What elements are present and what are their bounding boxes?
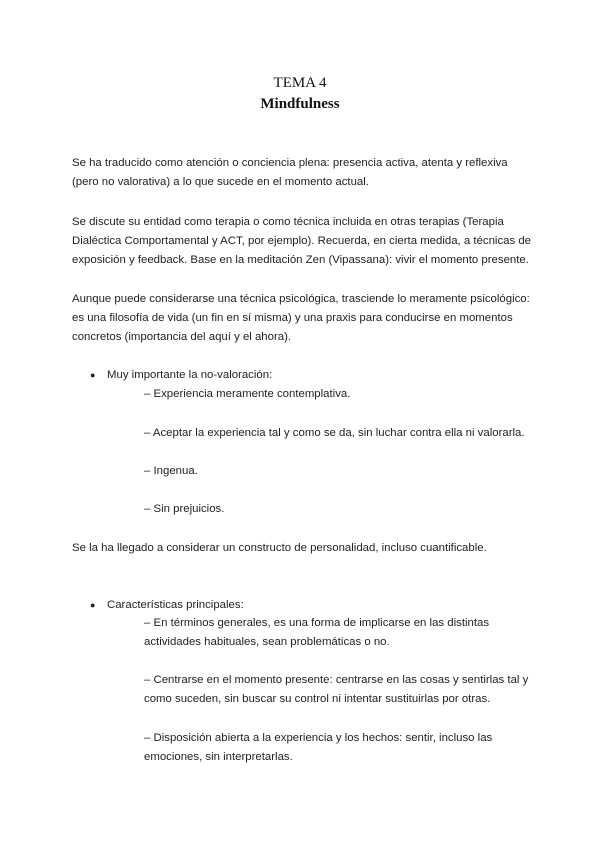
bullet-heading-no-valoracion: Muy importante la no-valoración:	[107, 369, 273, 381]
page-title: Mindfulness	[260, 96, 340, 112]
bullet-icon: ●	[90, 600, 96, 610]
topic-number: TEMA 4	[273, 75, 327, 91]
paragraph-philosophy: Aunque puede considerarse una técnica psicológica, trasciende lo meramente psicológico: es una filosofía de vida (un fin en sí misma) y una praxis para conducirse en momentos concretos (importancia del aquí y el ahora).	[72, 293, 530, 343]
sub-item: – Ingenua.	[144, 465, 198, 477]
bullet-heading-caracteristicas: Características principales:	[107, 599, 244, 611]
paragraph-construct: Se la ha llegado a considerar un constructo de personalidad, incluso cuantificable.	[72, 542, 487, 554]
paragraph-definition: Se ha traducido como atención o conciencia plena: presencia activa, atenta y reflexiva (pero no valorativa) a lo que sucede en el momento actual.	[72, 157, 508, 188]
sub-item: – En términos generales, es una forma de implicarse en las distintas actividades habituales, sean problemáticas o no.	[144, 617, 490, 648]
paragraph-entity: Se discute su entidad como terapia o como técnica incluida en otras terapias (Terapia Dialéctica Comportamental y ACT, por ejemplo). Recuerda, en cierta medida, a técnicas de exposición y feedback. Base en la meditación Zen (Vipassana): vivir el momento presente.	[72, 216, 532, 266]
bullet-icon: ●	[90, 370, 96, 380]
sub-item: – Sin prejuicios.	[144, 503, 225, 515]
sub-item: – Experiencia meramente contemplativa.	[144, 388, 351, 400]
sub-item: – Centrarse en el momento presente: centrarse en las cosas y sentirlas tal y como suceden, sin buscar su control ni intentar sustituirlas por otras.	[144, 674, 529, 705]
sub-item: – Aceptar la experiencia tal y como se da, sin luchar contra ella ni valorarla.	[144, 427, 525, 439]
sub-item: – Disposición abierta a la experiencia y los hechos: sentir, incluso las emociones, sin interpretarlas.	[144, 732, 493, 763]
